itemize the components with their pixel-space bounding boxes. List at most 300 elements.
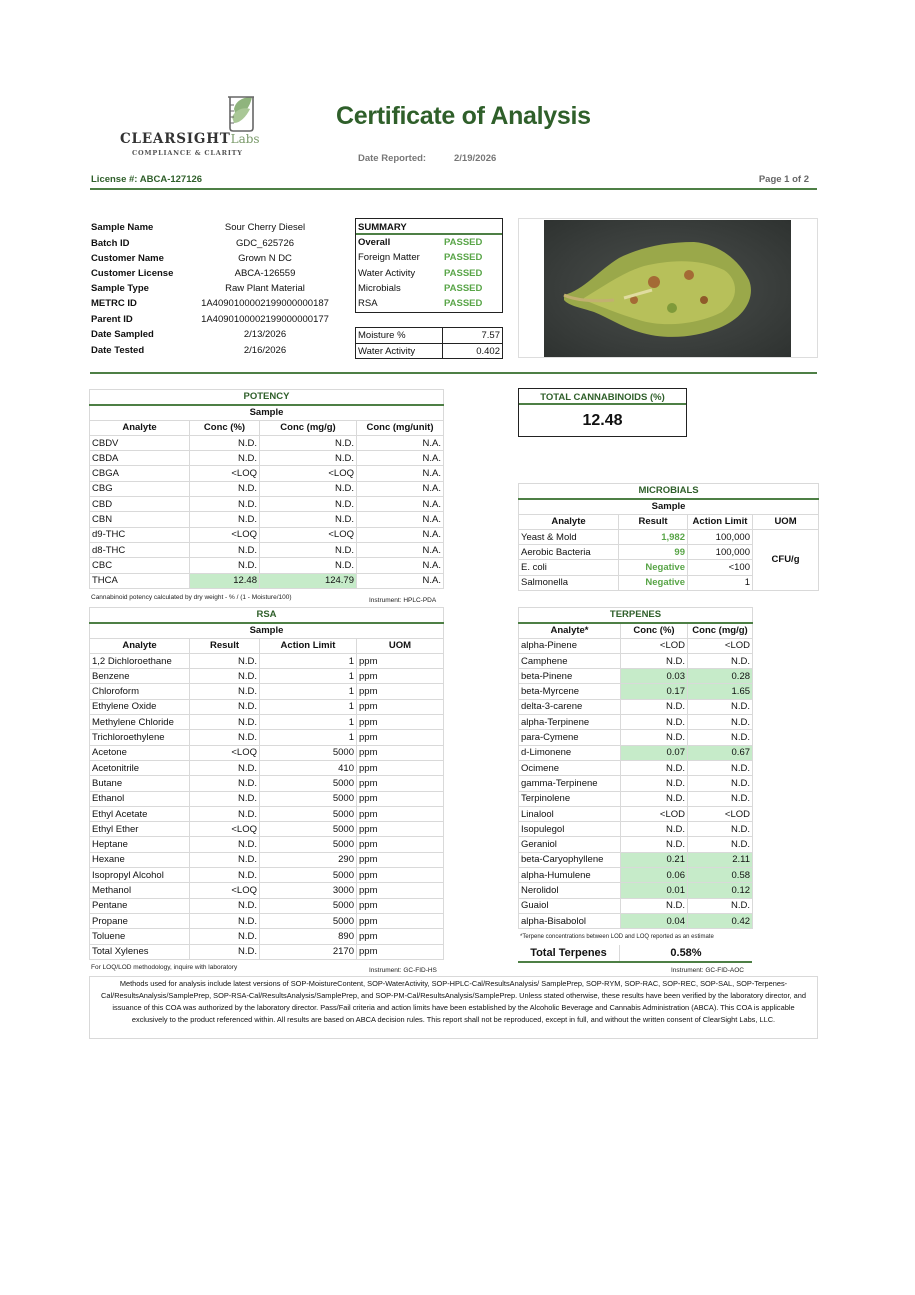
parent-id-label: Parent ID (91, 314, 133, 325)
table-row (90, 684, 444, 699)
uom: ppm (357, 852, 444, 867)
cell-highlight: 1.65 (688, 684, 753, 699)
result: Negative (619, 560, 688, 575)
total-terpenes-row (518, 945, 752, 963)
result: N.D. (190, 699, 260, 714)
action-limit: 3000 (260, 883, 357, 898)
uom: ppm (357, 653, 444, 668)
cell: N.D. (621, 837, 688, 852)
analyte: THCA (90, 573, 190, 588)
analyte: alpha-Bisabolol (519, 913, 621, 928)
analyte: Ocimene (519, 760, 621, 775)
analyte: Terpinolene (519, 791, 621, 806)
column-header: Conc (mg/unit) (357, 420, 444, 435)
uom: ppm (357, 791, 444, 806)
cell: N.D. (190, 542, 260, 557)
cell: N.A. (357, 558, 444, 573)
result: N.D. (190, 852, 260, 867)
cell: N.D. (688, 791, 753, 806)
analyte: para-Cymene (519, 730, 621, 745)
analyte: Ethyl Ether (90, 822, 190, 837)
cell: N.D. (190, 512, 260, 527)
column-header: Result (619, 514, 688, 529)
table-row (90, 715, 444, 730)
table-row (519, 791, 753, 806)
analyte: delta-3-carene (519, 699, 621, 714)
date-sampled-value: 2/13/2026 (243, 329, 287, 340)
table-row (90, 512, 444, 527)
table-row (519, 806, 753, 821)
analyte: Methylene Chloride (90, 715, 190, 730)
cell: N.D. (260, 497, 357, 512)
methods-disclaimer: Methods used for analysis include latest versions of SOP-MoistureContent, SOP-WaterActivity, SOP-HPLC-Cal/ResultsAnalysis/ SamplePrep, SOP-RYM, SOP-RAC, SOP-REC, SOP-SAL, SOP-Terpenes-Cal/ResultsAnalysis/SamplePrep, SOP-RSA-Cal/ResultsAnalysis/SamplePrep, and SOP-PM-Cal/ResultsAnalysis/SamplePrep. Unless stated otherwise, these results have been verified by the laboratory director, and issuance of this COA was authorized by the laboratory director. Pass/Fail criteria and action limits have been established by the Alcoholic Beverage and Cannabis Administration (ABCA). This COA is applicable exclusively to the product referenced within. All results are based on ABCA decision rules. This report shall not be reproduced, except in full, and without the written consent of ClearSight Labs, LLC. (89, 976, 818, 1039)
potency-instrument: Instrument: HPLC-PDA (369, 597, 437, 604)
cell-highlight: 0.01 (621, 883, 688, 898)
table-row (519, 913, 753, 928)
result: N.D. (190, 929, 260, 944)
clearsight-logo (118, 95, 268, 160)
analyte: beta-Myrcene (519, 684, 621, 699)
action-limit: 1 (688, 575, 753, 590)
action-limit: 1 (260, 684, 357, 699)
terpenes-title: TERPENES (519, 608, 753, 623)
uom: ppm (357, 883, 444, 898)
water-activity-value: 0.402 (476, 346, 500, 357)
analyte: Butane (90, 776, 190, 791)
cell-highlight: 0.03 (621, 669, 688, 684)
cell-highlight: 12.48 (190, 573, 260, 588)
customer-name-label: Customer Name (91, 253, 164, 264)
analyte: Ethylene Oxide (90, 699, 190, 714)
result: <LOQ (190, 822, 260, 837)
cell: N.D. (621, 791, 688, 806)
analyte: Benzene (90, 669, 190, 684)
action-limit: 100,000 (688, 529, 753, 544)
cell-highlight: 0.17 (621, 684, 688, 699)
cell: N.D. (688, 699, 753, 714)
cell: N.D. (621, 699, 688, 714)
analyte: CBG (90, 481, 190, 496)
total-terpenes-value: 0.58% (670, 947, 702, 959)
action-limit: <100 (688, 560, 753, 575)
cell-highlight: 0.04 (621, 913, 688, 928)
analyte: Hexane (90, 852, 190, 867)
cell: N.D. (190, 497, 260, 512)
action-limit: 5000 (260, 776, 357, 791)
table-row (90, 822, 444, 837)
table-row (90, 527, 444, 542)
table-row (519, 684, 753, 699)
uom: ppm (357, 929, 444, 944)
table-row (519, 638, 753, 653)
table-row (90, 730, 444, 745)
table-row (519, 852, 753, 867)
analyte: Heptane (90, 837, 190, 852)
cell: N.A. (357, 435, 444, 450)
analyte: Salmonella (519, 575, 619, 590)
cell: <LOQ (190, 527, 260, 542)
date-reported-label: Date Reported: (358, 153, 427, 164)
cell: N.D. (190, 481, 260, 496)
table-row (90, 929, 444, 944)
table-row (90, 497, 444, 512)
result: Negative (619, 575, 688, 590)
status-badge: PASSED (444, 267, 483, 279)
parent-id-value: 1A4090100002199000000177 (201, 314, 329, 325)
table-row (90, 466, 444, 481)
action-limit: 100,000 (688, 545, 753, 560)
action-limit: 5000 (260, 913, 357, 928)
cell-highlight: 0.06 (621, 868, 688, 883)
cell: N.D. (688, 837, 753, 852)
result: N.D. (190, 776, 260, 791)
table-row (90, 653, 444, 668)
sample-name-label: Sample Name (91, 222, 154, 233)
table-row (90, 868, 444, 883)
cell: <LOD (688, 638, 753, 653)
analyte: CBD (90, 497, 190, 512)
rsa-table (89, 607, 444, 960)
analyte: Camphene (519, 653, 621, 668)
action-limit: 410 (260, 760, 357, 775)
action-limit: 1 (260, 653, 357, 668)
table-row (90, 573, 444, 588)
table-row (90, 435, 444, 450)
analyte: alpha-Pinene (519, 638, 621, 653)
moisture-value: 7.57 (481, 330, 500, 341)
cell: N.D. (621, 730, 688, 745)
action-limit: 1 (260, 699, 357, 714)
cell: <LOD (621, 638, 688, 653)
analyte: Ethyl Acetate (90, 806, 190, 821)
column-header: Analyte (90, 420, 190, 435)
license-number: License #: ABCA-127126 (91, 174, 203, 185)
cell: N.D. (260, 512, 357, 527)
action-limit: 2170 (260, 944, 357, 959)
analyte: Chloroform (90, 684, 190, 699)
rsa-title: RSA (90, 608, 444, 623)
table-row (519, 730, 753, 745)
customer-license-label: Customer License (91, 268, 174, 279)
result: N.D. (190, 684, 260, 699)
date-tested-label: Date Tested (91, 345, 145, 356)
action-limit: 5000 (260, 837, 357, 852)
potency-table (89, 389, 444, 589)
analyte: Pentane (90, 898, 190, 913)
rsa-instrument: Instrument: GC-FID-HS (369, 967, 437, 974)
analyte: 1,2 Dichloroethane (90, 653, 190, 668)
sample-photo (544, 220, 791, 357)
cell: N.A. (357, 512, 444, 527)
summary-row-rsa: RSA PASSED (358, 298, 483, 310)
column-header: UOM (753, 514, 819, 529)
analyte: beta-Pinene (519, 669, 621, 684)
column-header: Analyte (519, 514, 619, 529)
result: N.D. (190, 715, 260, 730)
sample-name-value: Sour Cherry Diesel (224, 222, 306, 233)
cell: N.A. (357, 466, 444, 481)
date-tested-value: 2/16/2026 (243, 345, 287, 356)
cell: N.A. (357, 497, 444, 512)
uom: ppm (357, 868, 444, 883)
metrc-id-value: 1A4090100002199000000187 (201, 298, 329, 309)
batch-id-value: GDC_625726 (235, 238, 295, 249)
uom: ppm (357, 760, 444, 775)
result: N.D. (190, 898, 260, 913)
column-header: Analyte (90, 638, 190, 653)
water-activity-label: Water Activity (356, 344, 443, 358)
cell: <LOD (621, 806, 688, 821)
analyte: Isopulegol (519, 822, 621, 837)
result: N.D. (190, 760, 260, 775)
analyte: Guaiol (519, 898, 621, 913)
result: <LOQ (190, 745, 260, 760)
action-limit: 290 (260, 852, 357, 867)
summary-title: SUMMARY (356, 219, 502, 235)
table-row (90, 669, 444, 684)
microbials-header-row (519, 514, 819, 529)
action-limit: 5000 (260, 822, 357, 837)
uom: ppm (357, 913, 444, 928)
cell-highlight: 0.28 (688, 669, 753, 684)
section-divider (90, 372, 817, 374)
action-limit: 5000 (260, 898, 357, 913)
cell: N.D. (688, 730, 753, 745)
table-row (90, 837, 444, 852)
cell: N.D. (621, 822, 688, 837)
cell: N.D. (688, 760, 753, 775)
date-reported-value: 2/19/2026 (454, 153, 497, 164)
cell: N.A. (357, 542, 444, 557)
uom: ppm (357, 822, 444, 837)
analyte: alpha-Terpinene (519, 715, 621, 730)
cell: <LOQ (260, 466, 357, 481)
table-row (519, 898, 753, 913)
column-header: Conc (%) (621, 623, 688, 638)
cell: N.D. (621, 715, 688, 730)
table-row (90, 776, 444, 791)
sample-type-label: Sample Type (91, 283, 149, 294)
summary-row-water-activity: Water Activity PASSED (358, 267, 483, 279)
table-row (90, 699, 444, 714)
column-header: Action Limit (260, 638, 357, 653)
cell: N.D. (190, 435, 260, 450)
analyte: Linalool (519, 806, 621, 821)
action-limit: 1 (260, 715, 357, 730)
analyte: d8-THC (90, 542, 190, 557)
uom: ppm (357, 776, 444, 791)
table-row (519, 699, 753, 714)
analyte: Methanol (90, 883, 190, 898)
rsa-subtitle: Sample (90, 623, 444, 638)
table-row (519, 868, 753, 883)
uom: ppm (357, 745, 444, 760)
microbials-table (518, 483, 819, 591)
table-row (90, 451, 444, 466)
column-header: Result (190, 638, 260, 653)
table-row (519, 760, 753, 775)
uom: ppm (357, 730, 444, 745)
table-row (90, 760, 444, 775)
result: N.D. (190, 806, 260, 821)
table-row (519, 822, 753, 837)
page-number: Page 1 of 2 (758, 174, 809, 185)
customer-name-value: Grown N DC (238, 253, 292, 264)
cell: N.D. (688, 822, 753, 837)
page-title: Certificate of Analysis (336, 102, 591, 130)
analyte: CBC (90, 558, 190, 573)
cell: N.D. (260, 451, 357, 466)
cell: <LOD (688, 806, 753, 821)
analyte: gamma-Terpinene (519, 776, 621, 791)
result: N.D. (190, 868, 260, 883)
batch-id-label: Batch ID (91, 238, 130, 249)
table-row (90, 883, 444, 898)
table-row (519, 883, 753, 898)
table-row (90, 913, 444, 928)
analyte: CBDA (90, 451, 190, 466)
column-header: Conc (mg/g) (260, 420, 357, 435)
summary-box (355, 218, 503, 313)
cell: N.D. (190, 451, 260, 466)
uom: ppm (357, 715, 444, 730)
result: N.D. (190, 669, 260, 684)
total-cannabinoids-box (518, 388, 687, 437)
terpenes-note: *Terpene concentrations between LOD and LOQ reported as an estimate (520, 934, 714, 940)
cell-highlight: 0.07 (621, 745, 688, 760)
sample-photo-frame (518, 218, 818, 358)
uom: ppm (357, 944, 444, 959)
cell: N.D. (688, 653, 753, 668)
analyte: CBDV (90, 435, 190, 450)
result: N.D. (190, 913, 260, 928)
microbials-title: MICROBIALS (519, 484, 819, 499)
column-header: Conc (%) (190, 420, 260, 435)
cell-highlight: 124.79 (260, 573, 357, 588)
cell: N.D. (260, 435, 357, 450)
result: N.D. (190, 837, 260, 852)
cell: N.D. (688, 898, 753, 913)
summary-row-microbials: Microbials PASSED (358, 282, 483, 294)
potency-header-row (90, 420, 444, 435)
microbials-subtitle: Sample (519, 499, 819, 514)
water-activity-row (356, 343, 502, 358)
cell: N.A. (357, 573, 444, 588)
uom: ppm (357, 898, 444, 913)
column-header: Action Limit (688, 514, 753, 529)
cell: N.A. (357, 481, 444, 496)
cell-highlight: 0.42 (688, 913, 753, 928)
column-header: Analyte* (519, 623, 621, 638)
analyte: Ethanol (90, 791, 190, 806)
customer-license-value: ABCA-126559 (234, 268, 296, 279)
status-badge: PASSED (444, 237, 483, 248)
uom: ppm (357, 837, 444, 852)
result: 1,982 (619, 529, 688, 544)
total-terpenes-label: Total Terpenes (518, 945, 620, 961)
action-limit: 5000 (260, 791, 357, 806)
cell: N.A. (357, 527, 444, 542)
cell-highlight: 0.12 (688, 883, 753, 898)
terpenes-table (518, 607, 753, 929)
terpenes-instrument: Instrument: GC-FID-AOC (671, 967, 744, 974)
moisture-row (356, 328, 502, 343)
analyte: beta-Caryophyllene (519, 852, 621, 867)
table-row (90, 558, 444, 573)
analyte: CBGA (90, 466, 190, 481)
potency-subtitle: Sample (90, 405, 444, 420)
summary-row-foreign-matter: Foreign Matter PASSED (358, 252, 483, 264)
cell: N.D. (260, 481, 357, 496)
uom: ppm (357, 684, 444, 699)
metrc-id-label: METRC ID (91, 298, 137, 309)
table-row (90, 745, 444, 760)
cell: N.D. (190, 558, 260, 573)
result: N.D. (190, 791, 260, 806)
cell: N.D. (688, 715, 753, 730)
analyte: alpha-Humulene (519, 868, 621, 883)
column-header: Conc (mg/g) (688, 623, 753, 638)
cell: N.D. (260, 558, 357, 573)
beaker-leaf-icon (224, 95, 258, 133)
total-cannabinoids-title: TOTAL CANNABINOIDS (%) (519, 389, 686, 405)
table-row (519, 745, 753, 760)
cell: N.D. (621, 776, 688, 791)
result: N.D. (190, 730, 260, 745)
status-badge: PASSED (444, 252, 483, 264)
cell-highlight: 0.67 (688, 745, 753, 760)
cell-highlight: 0.58 (688, 868, 753, 883)
action-limit: 890 (260, 929, 357, 944)
terpenes-header-row (519, 623, 753, 638)
table-row (90, 898, 444, 913)
action-limit: 5000 (260, 806, 357, 821)
table-row (519, 529, 819, 544)
action-limit: 1 (260, 730, 357, 745)
analyte: Toluene (90, 929, 190, 944)
table-row (90, 806, 444, 821)
potency-note: Cannabinoid potency calculated by dry weight - % / (1 - Moisture/100) (91, 594, 292, 601)
uom: ppm (357, 669, 444, 684)
cell: N.D. (260, 542, 357, 557)
cell: <LOQ (260, 527, 357, 542)
table-row (519, 669, 753, 684)
date-sampled-label: Date Sampled (91, 329, 154, 340)
table-row (519, 776, 753, 791)
analyte: Isopropyl Alcohol (90, 868, 190, 883)
analyte: d9-THC (90, 527, 190, 542)
table-row (519, 715, 753, 730)
analyte: Propane (90, 913, 190, 928)
table-row (90, 481, 444, 496)
table-row (90, 542, 444, 557)
column-header: UOM (357, 638, 444, 653)
result: <LOQ (190, 883, 260, 898)
action-limit: 5000 (260, 868, 357, 883)
analyte: Geraniol (519, 837, 621, 852)
cell: N.D. (621, 898, 688, 913)
moisture-water-box (355, 327, 503, 359)
result: N.D. (190, 944, 260, 959)
action-limit: 1 (260, 669, 357, 684)
rsa-header-row (90, 638, 444, 653)
uom: ppm (357, 806, 444, 821)
analyte: Yeast & Mold (519, 529, 619, 544)
analyte: CBN (90, 512, 190, 527)
moisture-label: Moisture % (356, 328, 443, 343)
header-divider (90, 188, 817, 190)
table-row (90, 852, 444, 867)
